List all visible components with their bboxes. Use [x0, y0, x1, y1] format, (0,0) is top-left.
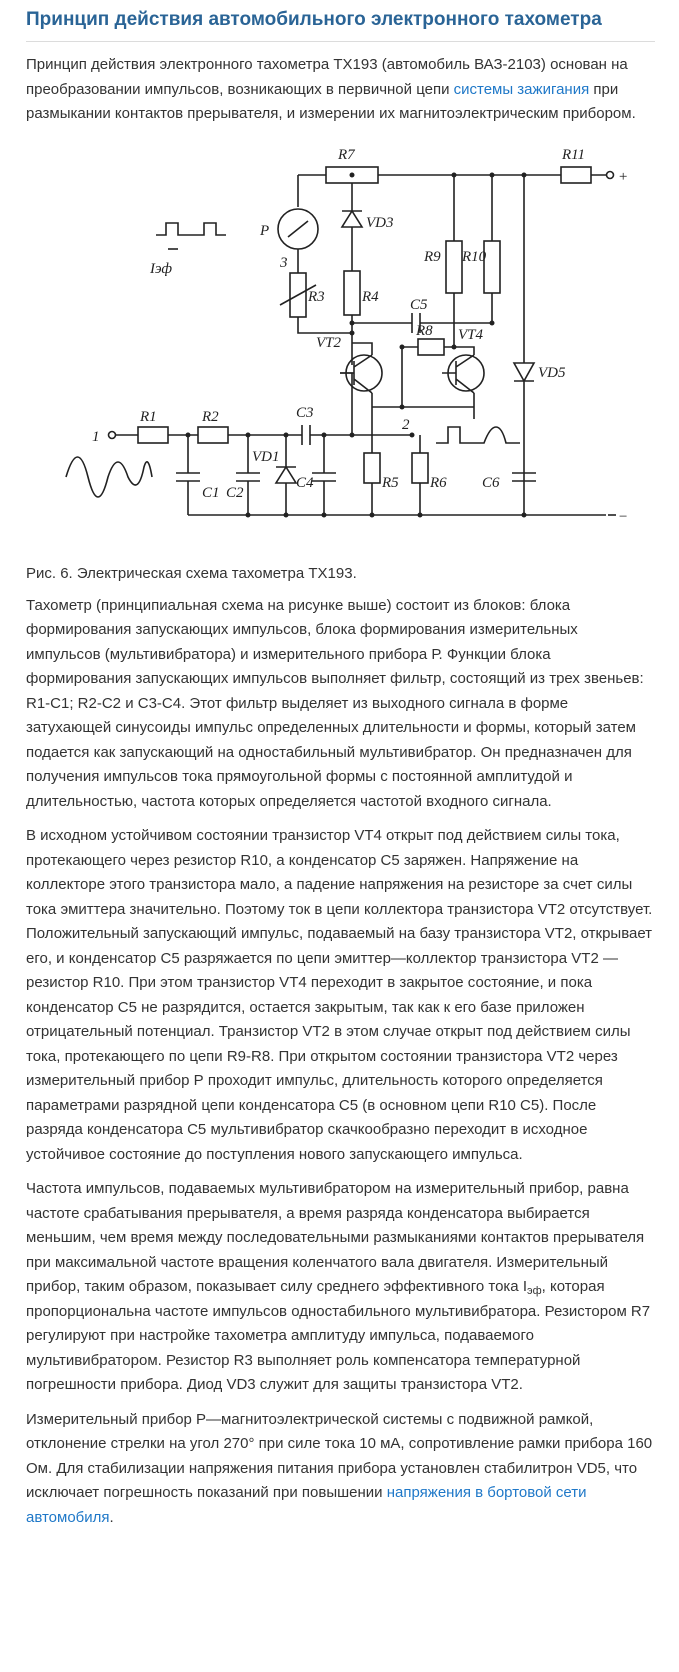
label-c4: C4: [296, 474, 314, 491]
tachometer-schematic-figure: [26, 137, 656, 555]
page-title: Принцип действия автомобильного электронного тахометра: [26, 9, 602, 30]
paragraph-2: В исходном устойчивом состоянии транзистор VT4 открыт под действием силы тока, протекающего через резистор R10, а конденсатор С5 заряжен. Напряжение на коллекторе этого транзистора мало, а падение напряжения на резисторе за счет силы тока эмиттера значительно. Поэтому ток в цепи коллектора транзистора VT2 отсутствует. Положительный запускающий импульс, подаваемый на базу транзистора VT2, открывает его, и конденсатор С5 разряжается по цепи эмиттер—коллектор транзистора VT2 — резистор R10. При этом транзистор VT4 переходит в закрытое состояние, и пока конденсатор С5 не разрядится, остается закрытым, так как к его базе приложен отрицательный потенциал. Транзистор VT2 в этом случае открыт под действием силы тока, протекающего по цепи R9-R8. При открытом состоянии транзистора VT2 через измерительный прибор Р проходит импульс, длительность которого определяется параметрами разрядной цепи конденсатора С5 (в основном цепи R10 С5). После разряда конденсатора С5 мультивибратор скачкообразно переходит в исходное устойчивое состояние до поступления нового запускающего импульса.: [26, 827, 653, 1163]
label-vd1: VD1: [252, 448, 280, 465]
label-r2: R2: [202, 408, 219, 425]
label-c6: C6: [482, 474, 500, 491]
paragraph-4: Измерительный прибор Р—магнитоэлектрической системы с подвижной рамкой, отклонение стрелки на угол 270° при силе тока 10 мА, сопротивление рамки прибора 160 Ом. Для стабилизации напряжения питания прибора установлен стабилитрон VD5, что исключает погрешность показаний при повышении напряжения в бортовой сети автомобиля.: [26, 1410, 653, 1526]
intro-paragraph: Принцип действия электронного тахометра ТХ193 (автомобиль ВАЗ-2103) основан на преобразовании импульсов, возникающих в первичной цепи системы зажигания при размыкании контактов прерывателя, и измерении их магнитоэлектрическим прибором.: [26, 56, 636, 122]
label-r4: R4: [362, 288, 379, 305]
ignition-system-link[interactable]: системы зажигания: [453, 80, 590, 98]
label-vt2: VT2: [316, 334, 342, 351]
tachometer-schematic: [26, 137, 656, 555]
onboard-voltage-link[interactable]: напряжения в бортовой сети автомобиля: [26, 1484, 587, 1526]
label-r10: R10: [462, 248, 487, 265]
label-r5: R5: [382, 474, 399, 491]
label-minus: −: [618, 508, 629, 525]
label-r6: R6: [430, 474, 447, 491]
label-node-2: 2: [402, 416, 410, 433]
label-c5: C5: [410, 296, 428, 313]
label-vd5: VD5: [538, 364, 566, 381]
label-r7: R7: [338, 146, 355, 163]
label-p: P: [260, 222, 270, 239]
label-r8: R8: [416, 322, 433, 339]
label-c1: C1: [202, 484, 220, 501]
label-node-3: 3: [280, 254, 288, 271]
label-plus: +: [618, 168, 629, 185]
label-c2: C2: [226, 484, 244, 501]
label-r1: R1: [140, 408, 157, 425]
label-c3: C3: [296, 404, 314, 421]
label-ieff: Iэф: [150, 260, 173, 277]
paragraph-1: Тахометр (принципиальная схема на рисунке выше) состоит из блоков: блока формирования запускающих импульсов, блока формирования измерительных импульсов (мультивибратора) и измерительного прибора Р. Функции блока формирования запускающих импульсов выполняет фильтр, состоящий из трех звеньев: R1-C1; R2-C2 и С3-С4. Этот фильтр выделяет из выходного сигнала в форме затухающей синусоиды импульс определенных длительности и формы, который затем подается как запускающий на одностабильный мультивибратор. Он предназначен для получения импульсов тока прямоугольной формы с постоянной амплитудой и длительностью, частота которых определяется частотой входного сигнала.: [26, 596, 644, 810]
label-vt4: VT4: [458, 326, 484, 343]
paragraph-3: Частота импульсов, подаваемых мультивибратором на измерительный прибор, равна частоте срабатывания прерывателя, а время разряда конденсатора выбирается меньшим, чем время между последовательными размыканиями контактов прерывателя при максимальной частоте вращения коленчатого вала двигателя. Измерительный прибор, таким образом, показывает силу среднего эффективного тока $I_{эф}$, которая пропорциональна частоте импульсов одностабильного мультивибратора. Резистором R7 регулируют при настройке тахометра амплитуду импульса, подаваемого мультивибратором. Резистор R3 выполняет роль компенсатора температурной погрешности прибора. Диод VD3 служит для защиты транзистора VT2.: [26, 1180, 651, 1393]
label-r11: R11: [562, 146, 586, 163]
label-node-1: 1: [92, 428, 100, 445]
label-r9: R9: [424, 248, 441, 265]
label-vd3: VD3: [366, 214, 394, 231]
figure-caption: Рис. 6. Электрическая схема тахометра ТХ193.: [26, 564, 357, 582]
title-divider: [26, 41, 655, 42]
label-r3: R3: [308, 288, 325, 305]
